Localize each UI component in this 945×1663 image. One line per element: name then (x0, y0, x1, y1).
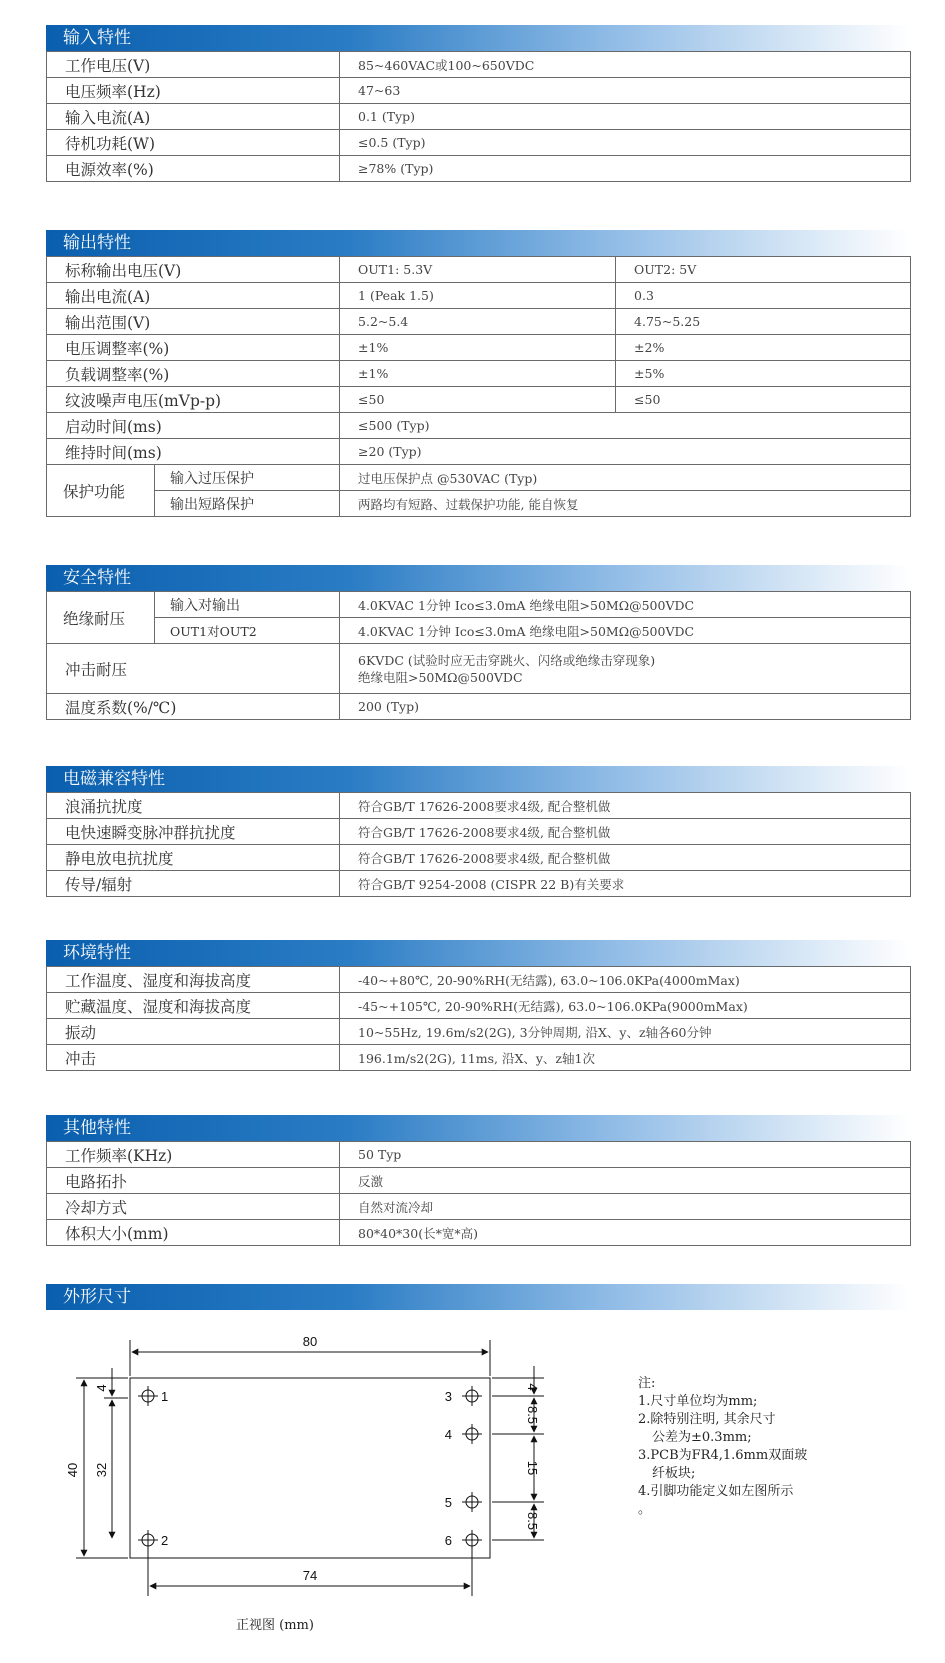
out2-value: ≤50 (616, 387, 911, 413)
safety-table (46, 591, 911, 720)
table-row (47, 1019, 911, 1045)
dimension-notes (638, 1375, 807, 1519)
table-row (47, 309, 911, 335)
out1-value: 5.2~5.4 (340, 309, 616, 335)
row-label: 工作电压(V) (47, 52, 340, 78)
safety-section-title: 安全特性 (46, 565, 910, 591)
surge-line-2: 绝缘电阻>50MΩ@500VDC (358, 669, 523, 685)
drawing-caption: 正视图 (mm) (236, 1618, 314, 1633)
other-table (46, 1141, 911, 1246)
sub-label: 输出短路保护 (155, 491, 340, 517)
table-row (47, 361, 911, 387)
env-table (46, 966, 911, 1071)
table-row (47, 491, 911, 517)
row-label: 冲击 (47, 1045, 340, 1071)
pin-label-6: 6 (444, 1533, 452, 1548)
row-label: 浪涌抗扰度 (47, 793, 340, 819)
table-row (47, 592, 911, 618)
table-row (47, 130, 911, 156)
row-label: 冷却方式 (47, 1194, 340, 1220)
row-value: ≤500 (Typ) (340, 413, 911, 439)
table-row (47, 819, 911, 845)
row-value: 符合GB/T 17626-2008要求4级, 配合整机做 (340, 845, 911, 871)
dim-right-8-5a: 8.5 (525, 1405, 540, 1425)
row-value: 反激 (340, 1168, 911, 1194)
row-value: 符合GB/T 17626-2008要求4级, 配合整机做 (340, 819, 911, 845)
emc-section (46, 766, 910, 897)
row-value: 4.0KVAC 1分钟 Ico≤3.0mA 绝缘电阻>50MΩ@500VDC (340, 618, 911, 644)
pin-3 (462, 1386, 482, 1406)
surge-line-1: 6KVDC (试验时应无击穿跳火、闪络或绝缘击穿现象) (358, 652, 656, 668)
env-section-title: 环境特性 (46, 940, 910, 966)
row-label: 电源效率(%) (47, 156, 340, 182)
out2-value: OUT2: 5V (616, 257, 911, 283)
pin-label-2: 2 (161, 1533, 169, 1548)
dim-offset-4: 4 (94, 1384, 109, 1392)
emc-table (46, 792, 911, 897)
table-row (47, 871, 911, 897)
row-value: 过电压保护点 @530VAC (Typ) (340, 465, 911, 491)
table-row (47, 439, 911, 465)
out2-value: 0.3 (616, 283, 911, 309)
table-row (47, 465, 911, 491)
row-value: 10~55Hz, 19.6m/s2(2G), 3分钟周期, 沿X、y、z轴各60分钟 (340, 1019, 911, 1045)
dim-right-8-5b: 8.5 (525, 1511, 540, 1531)
table-row (47, 1045, 911, 1071)
note-line: 1.尺寸单位均为mm; (638, 1394, 758, 1409)
board-outline (130, 1378, 490, 1558)
out1-value: ±1% (340, 361, 616, 387)
other-section-title: 其他特性 (46, 1115, 910, 1141)
protection-label: 保护功能 (47, 465, 155, 517)
out1-value: OUT1: 5.3V (340, 257, 616, 283)
pin-label-5: 5 (444, 1495, 452, 1510)
row-value: ≥78% (Typ) (340, 156, 911, 182)
row-value (340, 644, 911, 694)
row-label: 振动 (47, 1019, 340, 1045)
row-value: 200 (Typ) (340, 694, 911, 720)
dim-height: 40 (65, 1462, 80, 1478)
out2-value: 4.75~5.25 (616, 309, 911, 335)
table-row (47, 618, 911, 644)
out1-value: ≤50 (340, 387, 616, 413)
note-line: 4.引脚功能定义如左图所示 (638, 1484, 794, 1499)
row-value: 47~63 (340, 78, 911, 104)
safety-section (46, 565, 910, 720)
out2-value: ±5% (616, 361, 911, 387)
table-row (47, 1142, 911, 1168)
insulation-label: 绝缘耐压 (47, 592, 155, 644)
pin-5 (462, 1492, 482, 1512)
dimension-drawing (46, 1330, 606, 1630)
pin-2 (138, 1530, 158, 1550)
note-line: 纤板块; (652, 1466, 696, 1481)
table-row (47, 283, 911, 309)
row-value: 两路均有短路、过载保护功能, 能自恢复 (340, 491, 911, 517)
row-label: 维持时间(ms) (47, 439, 340, 465)
row-value: 50 Typ (340, 1142, 911, 1168)
env-section (46, 940, 910, 1071)
dims-section (46, 1284, 910, 1310)
table-row (47, 104, 911, 130)
out1-value: 1 (Peak 1.5) (340, 283, 616, 309)
row-value: 196.1m/s2(2G), 11ms, 沿X、y、z轴1次 (340, 1045, 911, 1071)
row-label: 电路拓扑 (47, 1168, 340, 1194)
table-row (47, 1220, 911, 1246)
output-table (46, 256, 911, 517)
row-value: 符合GB/T 17626-2008要求4级, 配合整机做 (340, 793, 911, 819)
table-row (47, 793, 911, 819)
input-section-title: 输入特性 (46, 25, 910, 51)
table-row (47, 993, 911, 1019)
emc-section-title: 电磁兼容特性 (46, 766, 910, 792)
dim-right-4: 4 (525, 1383, 540, 1391)
row-value: 85~460VAC或100~650VDC (340, 52, 911, 78)
table-row (47, 78, 911, 104)
note-line: 公差为±0.3mm; (652, 1430, 752, 1445)
out2-value: ±2% (616, 335, 911, 361)
table-row (47, 1168, 911, 1194)
row-label: 电快速瞬变脉冲群抗扰度 (47, 819, 340, 845)
note-line: 2.除特别注明, 其余尺寸 (638, 1412, 776, 1427)
table-row (47, 1194, 911, 1220)
table-row (47, 52, 911, 78)
row-label: 纹波噪声电压(mVp-p) (47, 387, 340, 413)
output-section (46, 230, 910, 517)
row-label: 体积大小(mm) (47, 1220, 340, 1246)
row-value: -45~+105℃, 20-90%RH(无结露), 63.0~106.0KPa(9000mMax) (340, 993, 911, 1019)
pin-1 (138, 1386, 158, 1406)
sub-label: 输入对输出 (155, 592, 340, 618)
table-row (47, 413, 911, 439)
row-label: 负载调整率(%) (47, 361, 340, 387)
note-line: 。 (638, 1502, 652, 1517)
row-value: -40~+80℃, 20-90%RH(无结露), 63.0~106.0KPa(4000mMax) (340, 967, 911, 993)
dimension-svg (46, 1330, 606, 1630)
table-row (47, 156, 911, 182)
row-label: 贮藏温度、湿度和海拔高度 (47, 993, 340, 1019)
row-label: 待机功耗(W) (47, 130, 340, 156)
row-label: 标称输出电压(V) (47, 257, 340, 283)
row-label: 温度系数(%/℃) (47, 694, 340, 720)
pin-label-4: 4 (444, 1427, 452, 1442)
row-label: 工作频率(KHz) (47, 1142, 340, 1168)
row-value: 0.1 (Typ) (340, 104, 911, 130)
sub-label: 输入过压保护 (155, 465, 340, 491)
row-label: 传导/辐射 (47, 871, 340, 897)
note-line: 注: (638, 1376, 656, 1391)
row-label: 输出范围(V) (47, 309, 340, 335)
row-label: 电压频率(Hz) (47, 78, 340, 104)
input-section (46, 25, 910, 182)
sub-label: OUT1对OUT2 (155, 618, 340, 644)
dim-pitch-74: 74 (302, 1568, 318, 1583)
dim-pitch-32: 32 (94, 1462, 109, 1478)
pin-4 (462, 1424, 482, 1444)
row-label: 冲击耐压 (47, 644, 340, 694)
pin-label-1: 1 (161, 1389, 169, 1404)
row-value: 自然对流冷却 (340, 1194, 911, 1220)
table-row (47, 335, 911, 361)
row-label: 启动时间(ms) (47, 413, 340, 439)
table-row (47, 694, 911, 720)
row-label: 静电放电抗扰度 (47, 845, 340, 871)
input-table (46, 51, 911, 182)
row-value: ≥20 (Typ) (340, 439, 911, 465)
row-value: 符合GB/T 9254-2008 (CISPR 22 B)有关要求 (340, 871, 911, 897)
table-row (47, 845, 911, 871)
dim-width: 80 (302, 1334, 318, 1349)
output-section-title: 输出特性 (46, 230, 910, 256)
out1-value: ±1% (340, 335, 616, 361)
row-label: 输入电流(A) (47, 104, 340, 130)
row-label: 电压调整率(%) (47, 335, 340, 361)
row-label: 工作温度、湿度和海拔高度 (47, 967, 340, 993)
pin-label-3: 3 (444, 1389, 452, 1404)
row-value: 80*40*30(长*宽*高) (340, 1220, 911, 1246)
table-row (47, 967, 911, 993)
note-line: 3.PCB为FR4,1.6mm双面玻 (638, 1448, 808, 1463)
dims-section-title: 外形尺寸 (46, 1284, 910, 1310)
row-label: 输出电流(A) (47, 283, 340, 309)
row-value: ≤0.5 (Typ) (340, 130, 911, 156)
other-section (46, 1115, 910, 1246)
table-row (47, 644, 911, 694)
table-row (47, 257, 911, 283)
pin-6 (462, 1530, 482, 1550)
dim-right-15: 15 (525, 1460, 540, 1476)
table-row (47, 387, 911, 413)
row-value: 4.0KVAC 1分钟 Ico≤3.0mA 绝缘电阻>50MΩ@500VDC (340, 592, 911, 618)
